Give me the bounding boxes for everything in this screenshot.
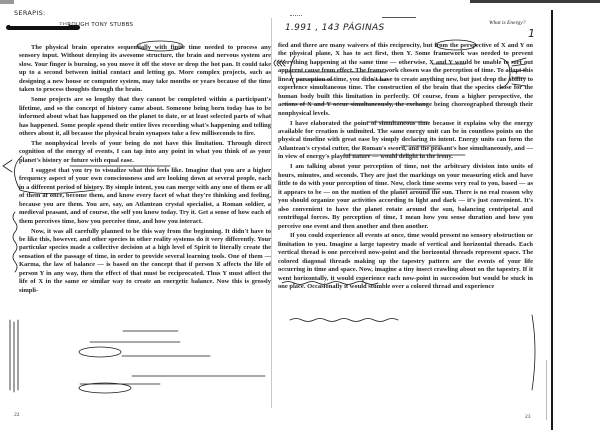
page-number-right: 23: [525, 414, 531, 420]
paragraph: fied and there are many waivers of this reciprocity, but from the perspective of X and Y on the physical plane, X has to act first, then Y. Some framework was needed to prevent everything happening at the same time — otherwise, X and Y would be unable to sort out apparent cause from effect. The framework chosen was the perception of time. To adopt this linear perception of time, you didn't have to create anything new, but just drop the ability to experience simultaneous time. The construction of the brain that the species chose for the human body built this limitation in perfectly. Of course, from a higher perspective, the actions of X and Y occur simultaneously, the exchange being choreographed through their nonphysical levels.: [278, 42, 533, 117]
paragraph: I have elaborated the point of simultaneous time because it explains why the energy available for creation is unlimited. The same energy unit can be in countless points on the physical timeline with great ease by simply declaring its intent. Energy units can form the Atlantean's crystal cutter, the Roman's sword, and the peasant's hoe simultaneously, and — in view of energy's playful nature — would delight in the irony.: [278, 119, 533, 161]
right-page-body: [278, 42, 533, 293]
paragraph: The physical brain operates sequentially with finite time needed to process any sensory input. Without denying its awesome structure, the brain and nervous system are slow. Your finger is burning, so you move it off the stove or drop the hot pan. It could take up to a second between initial contact and letting go. More complex projects, such as designing a new house or computer system, may take months or years because of the time taken to process thoughts through the brain.: [19, 44, 271, 94]
handwritten-year-pages: 1.991 , 143 PÁGINAS: [285, 23, 385, 33]
paragraph: I suggest that you try to visualize what this feels like. Imagine that you are a higher frequency aspect of your own consciousness and are looking down at several people, each in a different period of history. By simple intent, you can merge with any one of them or all of them at once, become them, and know every facet of what they're thinking and feeling, because you are them. You are, say, an Atlantean crystal specialist, a Roman soldier, a medieval peasant, and of course, the self you know today. Try it. Get a sense of how each of them perceives time, how you perceive time, and how you interact.: [19, 166, 271, 225]
paragraph: The nonphysical levels of your being do not have this limitation. Through direct cognition of the energy of events, I can tap into any point in what you think of as your planet's history or future with equal ease.: [19, 139, 271, 164]
paragraph: I am talking about your perception of time, not the arbitrary division into units of hours, minutes, and seconds. They are just the markings on your measuring stick and have little to do with your perception of time. Now, clock time seems very real to you, based — as it appears to be — on the motion of the planet around the sun. There is no real reason why you should organize your activities according to light and dark — it's just convenient. It's also convenient to have the planet rotate around the sun, balancing centripetal and centrifugal forces. By perception of time, I mean how you sense duration and how you perceive one event and then another and then another.: [278, 163, 533, 230]
left-page-body: [19, 44, 271, 297]
book-title: "An Ascension Handbook": [10, 20, 69, 26]
scan-page-edge: [551, 10, 553, 430]
page-number-left: 22: [14, 412, 20, 418]
handwritten-attribution: , THROUGH TONY STUBBS: [55, 22, 134, 28]
paragraph: Some projects are so lengthy that they cannot be completed within a participant's lifetime, and so the concept of history came about. Someone being born today has to be informed about what has happened on the planet to date, or at least selected parts of what has happened. Some people spend their entire lives recording what's happening and telling others about it, all because the physical brain synapses take a few milliseconds to fire.: [19, 96, 271, 138]
page-gutter: [271, 18, 272, 408]
handwritten-author-note: SERAPIS:: [14, 9, 46, 17]
running-head: What is Energy?: [489, 20, 526, 26]
paragraph: Now, it was all carefully planned to be this way from the beginning. It didn't have to be like this, however, and other species in other reality systems do it very differently. Your particular species made a collective decision at a high level of Spirit to literally create the sensation of the passage of time, in order to provide several learning tools. One of them — Karma, the law of balance — is based on the concept that if person X affects the life of person Y in any way, then the effect of that must be reciprocated. Thus Y must affect the life of X in the same or similar way to create an energetic balance. Now this is grossly simpli-: [19, 227, 271, 294]
handwritten-page-mark: 1: [528, 27, 536, 40]
paragraph: If you could experience all events at once, time would present no sensory obstruction or limitation to you. Imagine a large tapestry made of vertical and horizontal threads. Each vertical thread is one perceived now-point and the horizontal threads represent space. The colored diagonal threads making up the tapestry pattern are the events of your life occurring in time and space. Now, imagine a tiny insect crawling about on the tapestry. If it went horizontally, it would experience each now-point in succession but would be stuck in one place. Occasionally it would stumble over a colored thread and experience: [278, 232, 533, 291]
scan-edge-shadow: [546, 360, 547, 420]
